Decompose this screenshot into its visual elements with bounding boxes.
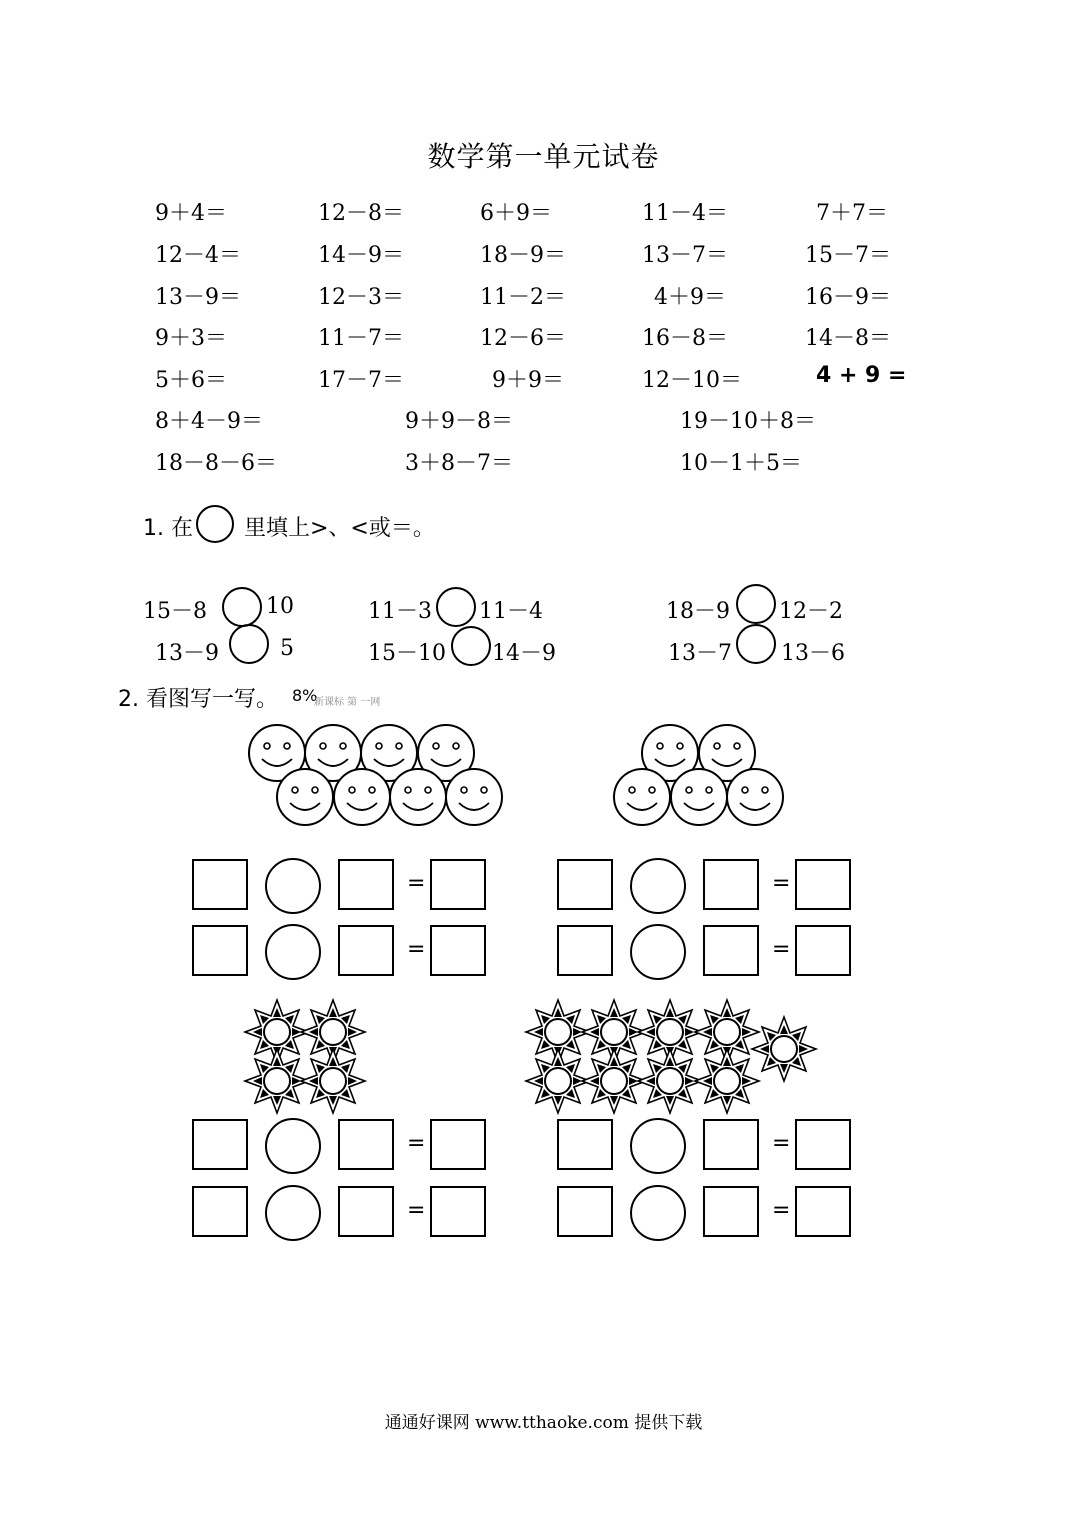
equals-sign: = [772, 937, 791, 962]
arith-problem: 16－9＝ [805, 285, 891, 310]
answer-box[interactable] [338, 1119, 394, 1170]
sun-group-right [526, 1000, 816, 1113]
equals-sign: = [407, 937, 426, 962]
mixed-problem: 3＋8－7＝ [405, 451, 513, 476]
equals-sign: = [772, 1198, 791, 1223]
mixed-problem: 18－8－6＝ [155, 451, 277, 476]
mixed-problem: 19－10＋8＝ [680, 409, 816, 434]
operator-circle[interactable] [265, 1185, 321, 1241]
answer-box[interactable] [795, 925, 851, 976]
compare-right: 11－4 [479, 599, 543, 624]
compare-left: 13－9 [155, 641, 219, 666]
compare-left: 15－10 [368, 641, 446, 666]
operator-circle[interactable] [630, 858, 686, 914]
arith-problem: 16－8＝ [642, 326, 728, 351]
arith-problem: 12－8＝ [318, 201, 404, 226]
arith-problem: 11－2＝ [480, 285, 566, 310]
answer-box[interactable] [430, 925, 486, 976]
answer-box[interactable] [430, 859, 486, 910]
equals-sign: = [772, 1131, 791, 1156]
equals-sign: = [407, 1131, 426, 1156]
answer-box[interactable] [795, 1186, 851, 1237]
q2-score: 8% [292, 686, 318, 705]
operator-circle[interactable] [265, 924, 321, 980]
compare-left: 13－7 [668, 641, 732, 666]
page-title: 数学第一单元试卷 [427, 140, 660, 173]
arith-problem: 5＋6＝ [155, 368, 227, 393]
arith-problem: 4＋9＝ [654, 285, 726, 310]
answer-box[interactable] [192, 1186, 248, 1237]
answer-box[interactable] [557, 1119, 613, 1170]
equals-sign: = [407, 1198, 426, 1223]
operator-circle[interactable] [265, 858, 321, 914]
compare-right: 12－2 [779, 599, 843, 624]
arith-problem: 6＋9＝ [480, 201, 552, 226]
answer-box[interactable] [192, 1119, 248, 1170]
answer-box[interactable] [703, 859, 759, 910]
arith-problem: 7＋7＝ [816, 201, 888, 226]
arith-problem: 17－7＝ [318, 368, 404, 393]
answer-box[interactable] [338, 925, 394, 976]
smiley-group-left [249, 725, 502, 825]
sun-icon [695, 1049, 759, 1113]
arith-problem: 4 + 9 = [816, 363, 907, 388]
compare-right: 13－6 [781, 641, 845, 666]
answer-box[interactable] [192, 859, 248, 910]
smiley-group-right [614, 725, 783, 825]
answer-box[interactable] [430, 1119, 486, 1170]
answer-box[interactable] [430, 1186, 486, 1237]
q1-prefix: 1. 在 [143, 516, 193, 541]
answer-box[interactable] [192, 925, 248, 976]
arith-problem: 12－6＝ [480, 326, 566, 351]
arith-problem: 12－4＝ [155, 243, 241, 268]
q1-suffix: 里填上>、<或＝。 [244, 516, 435, 541]
answer-box[interactable] [795, 859, 851, 910]
operator-circle[interactable] [630, 1118, 686, 1174]
smiley-face-icon [334, 769, 390, 825]
sun-icon [752, 1017, 816, 1081]
q2-label: 2. 看图写一写。 [118, 687, 278, 712]
equals-sign: = [407, 871, 426, 896]
mixed-problem: 10－1＋5＝ [680, 451, 802, 476]
answer-box[interactable] [557, 1186, 613, 1237]
arith-problem: 14－9＝ [318, 243, 404, 268]
answer-box[interactable] [338, 859, 394, 910]
compare-left: 18－9 [666, 599, 730, 624]
arith-problem: 11－4＝ [642, 201, 728, 226]
arith-problem: 15－7＝ [805, 243, 891, 268]
arith-problem: 11－7＝ [318, 326, 404, 351]
arith-problem: 9＋3＝ [155, 326, 227, 351]
smiley-face-icon [277, 769, 333, 825]
arith-problem: 9＋4＝ [155, 201, 227, 226]
arith-problem: 14－8＝ [805, 326, 891, 351]
arith-problem: 12－10＝ [642, 368, 742, 393]
answer-box[interactable] [703, 1119, 759, 1170]
smiley-face-icon [446, 769, 502, 825]
arith-problem: 13－9＝ [155, 285, 241, 310]
footer-text: 通通好课网 www.tthaoke.com 提供下载 [384, 1413, 703, 1433]
smiley-face-icon [727, 769, 783, 825]
answer-box[interactable] [557, 859, 613, 910]
answer-box[interactable] [703, 925, 759, 976]
sun-icon [638, 1049, 702, 1113]
smiley-face-icon [390, 769, 446, 825]
arith-problem: 13－7＝ [642, 243, 728, 268]
answer-box[interactable] [795, 1119, 851, 1170]
answer-box[interactable] [703, 1186, 759, 1237]
compare-right: 5 [280, 636, 294, 661]
smiley-face-icon [614, 769, 670, 825]
compare-right: 10 [266, 594, 294, 619]
arith-problem: 12－3＝ [318, 285, 404, 310]
sun-group-left [245, 1000, 365, 1113]
arith-problem: 9＋9＝ [492, 368, 564, 393]
watermark-text: 新课标 第 一网 [314, 697, 381, 708]
operator-circle[interactable] [265, 1118, 321, 1174]
compare-right: 14－9 [492, 641, 556, 666]
mixed-problem: 9＋9－8＝ [405, 409, 513, 434]
smiley-face-icon [671, 769, 727, 825]
answer-box[interactable] [557, 925, 613, 976]
sun-icon [301, 1049, 365, 1113]
arith-problem: 18－9＝ [480, 243, 566, 268]
compare-left: 11－3 [368, 599, 432, 624]
operator-circle[interactable] [630, 924, 686, 980]
mixed-problem: 8＋4－9＝ [155, 409, 263, 434]
answer-box[interactable] [338, 1186, 394, 1237]
equals-sign: = [772, 871, 791, 896]
compare-left: 15－8 [143, 599, 207, 624]
operator-circle[interactable] [630, 1185, 686, 1241]
